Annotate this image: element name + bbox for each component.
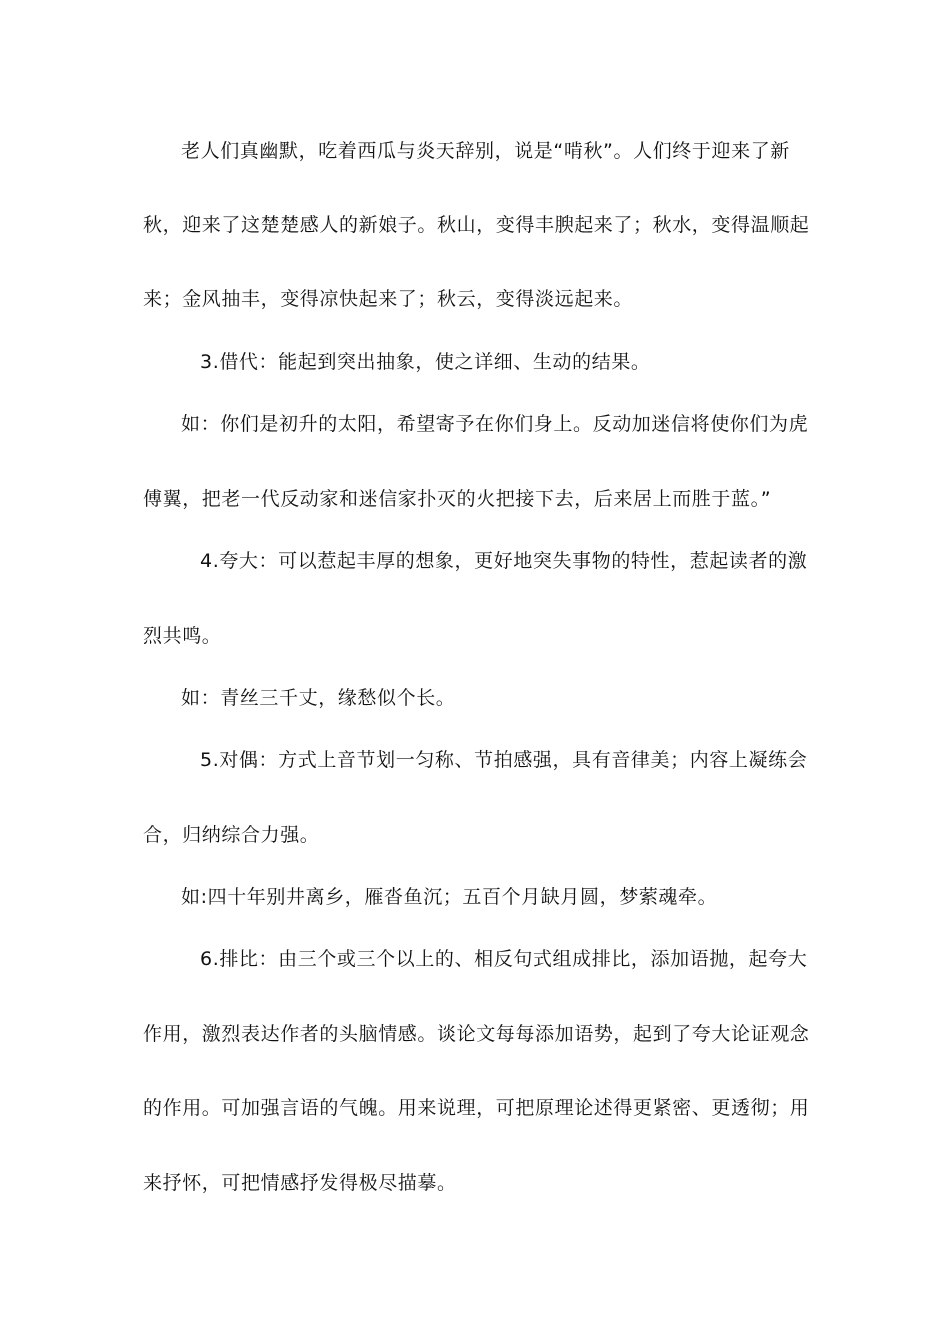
example-line: 如:四十年别井离乡，雁沓鱼沉；五百个月缺月圆，梦萦魂牵。 — [181, 886, 718, 908]
paragraph-line: 来；金风抽丰，变得凉快起来了；秋云，变得淡远起来。 — [143, 288, 634, 310]
example-line: 如：你们是初升的太阳，希望寄予在你们身上。反动加迷信将使你们为虎 — [181, 413, 809, 435]
section-heading-line: 5.对偶：方式上音节划一匀称、节拍感强，具有音律美；内容上凝练会 — [200, 749, 808, 771]
paragraph-line: 作用，激烈表达作者的头脑情感。谈论文每每添加语势，起到了夸大论证观念 — [143, 1023, 810, 1045]
paragraph-line: 合，归纳综合力强。 — [143, 824, 320, 846]
example-line: 如：青丝三千丈，缘愁似个长。 — [181, 687, 456, 709]
section-heading-line: 4.夸大：可以惹起丰厚的想象，更好地突失事物的特性，惹起读者的激 — [200, 550, 808, 572]
paragraph-line: 傅翼，把老一代反动家和迷信家扑灭的火把接下去，后来居上而胜于蓝。” — [143, 488, 772, 510]
paragraph-line: 来抒怀，可把情感抒发得极尽描摹。 — [143, 1172, 457, 1194]
section-heading-line: 6.排比：由三个或三个以上的、相反句式组成排比，添加语抛，起夸大 — [200, 948, 808, 970]
section-heading-line: 3.借代：能起到突出抽象，使之详细、生动的结果。 — [200, 351, 651, 373]
paragraph-line: 老人们真幽默，吃着西瓜与炎天辞别，说是“啃秋”。人们终于迎来了新 — [181, 140, 790, 162]
paragraph-line: 的作用。可加强言语的气魄。用来说理，可把原理论述得更紧密、更透彻；用 — [143, 1097, 810, 1119]
paragraph-line: 烈共鸣。 — [143, 625, 222, 647]
paragraph-line: 秋，迎来了这楚楚感人的新娘子。秋山，变得丰腴起来了；秋水，变得温顺起 — [143, 214, 810, 236]
